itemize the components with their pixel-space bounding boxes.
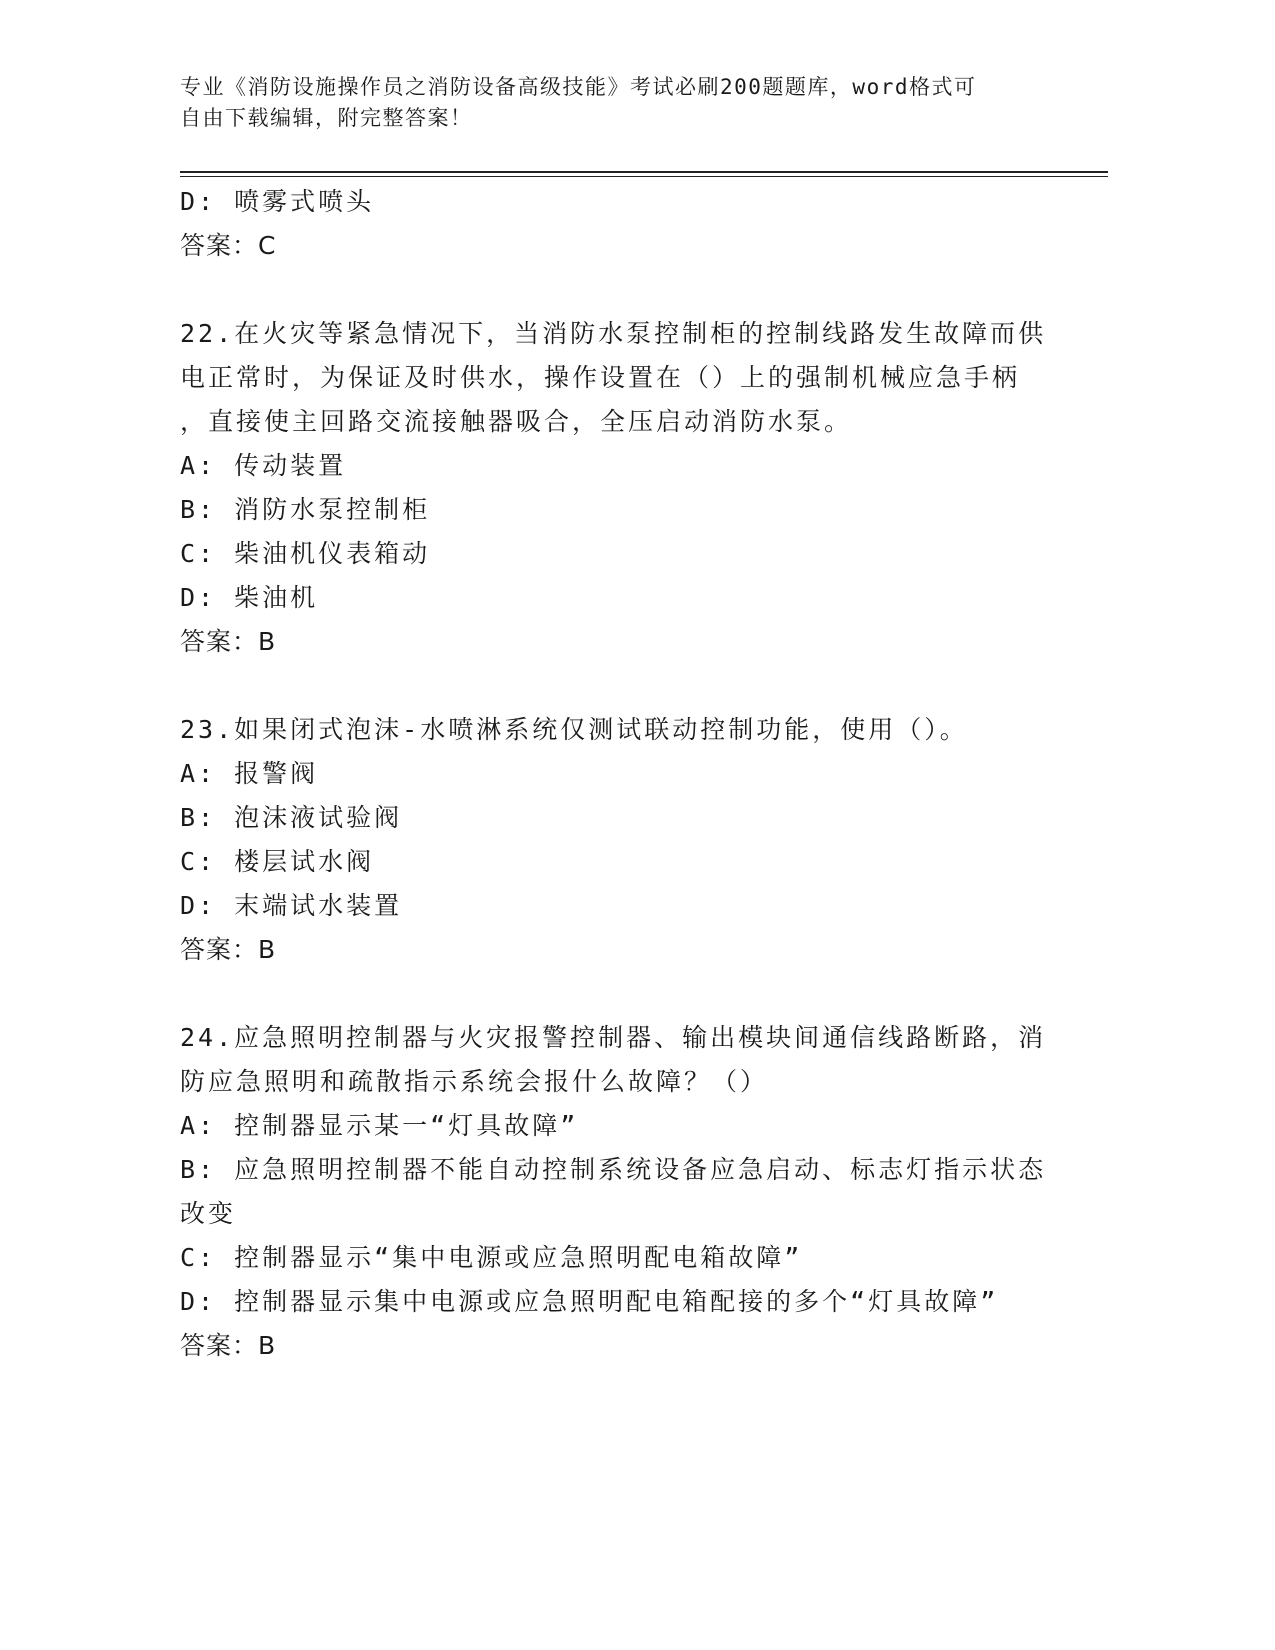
option-d: D: 柴油机 (180, 583, 319, 612)
header-divider-thin (180, 176, 1108, 177)
previous-question-tail (180, 180, 1050, 268)
spacer (180, 664, 1050, 708)
header-title-line-1: 专业《消防设施操作员之消防设备高级技能》考试必刷200题题库，word格式可 (180, 75, 977, 99)
question-text-line: 电正常时，为保证及时供水，操作设置在（）上的强制机械应急手柄 (180, 363, 1021, 392)
option-c: C: 柴油机仪表箱动 (180, 539, 431, 568)
option-d: D: 控制器显示集中电源或应急照明配电箱配接的多个“灯具故障” (180, 1287, 999, 1316)
option-a: A: 报警阀 (180, 759, 319, 788)
option-b-continued: 改变 (180, 1199, 237, 1228)
question-24 (180, 1016, 1050, 1368)
document-header (180, 72, 1040, 134)
option-b: B: 泡沫液试验阀 (180, 803, 403, 832)
option-b: B: 消防水泵控制柜 (180, 495, 431, 524)
option-b: B: 应急照明控制器不能自动控制系统设备应急启动、标志灯指示状态 (180, 1155, 1047, 1184)
question-text-line: ，直接使主回路交流接触器吸合，全压启动消防水泵。 (180, 407, 853, 436)
answer-line: 答案：B (180, 1331, 277, 1360)
answer-line: 答案：C (180, 231, 277, 260)
answer-line: 答案：B (180, 935, 277, 964)
option-c: C: 楼层试水阀 (180, 847, 375, 876)
question-text-line: 防应急照明和疏散指示系统会报什么故障？（） (180, 1067, 769, 1096)
answer-line: 答案：B (180, 627, 277, 656)
question-text-line: 23.如果闭式泡沫-水喷淋系统仅测试联动控制功能，使用（）。 (180, 715, 968, 744)
spacer (180, 268, 1050, 312)
question-text-line: 22.在火灾等紧急情况下，当消防水泵控制柜的控制线路发生故障而供 (180, 319, 1047, 348)
question-22 (180, 312, 1050, 664)
question-content (180, 180, 1050, 1368)
option-d: D: 喷雾式喷头 (180, 187, 375, 216)
option-d: D: 末端试水装置 (180, 891, 403, 920)
question-text-line: 24.应急照明控制器与火灾报警控制器、输出模块间通信线路断路，消 (180, 1023, 1047, 1052)
header-divider-thick (180, 171, 1108, 173)
option-a: A: 控制器显示某一“灯具故障” (180, 1111, 579, 1140)
question-23 (180, 708, 1050, 972)
header-title-line-2: 自由下载编辑，附完整答案！ (180, 106, 473, 130)
option-c: C: 控制器显示“集中电源或应急照明配电箱故障” (180, 1243, 803, 1272)
option-a: A: 传动装置 (180, 451, 347, 480)
spacer (180, 972, 1050, 1016)
